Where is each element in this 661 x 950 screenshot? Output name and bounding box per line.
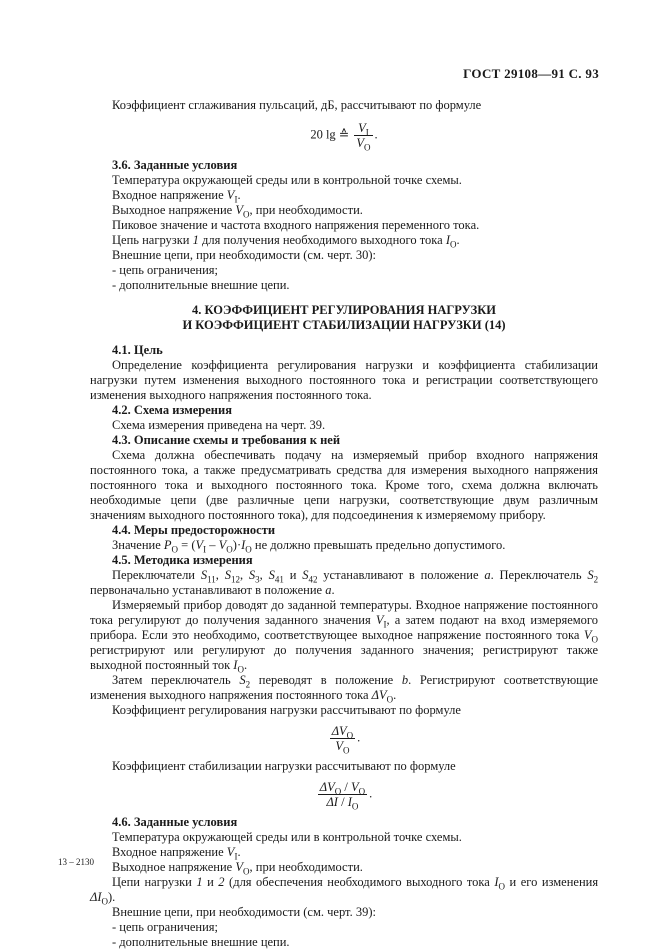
formula-regulation: $\frac{\Delta V_O}{V_O}$ . [331, 724, 361, 756]
s46-line2: Входное напряжение $V_I$. [112, 845, 241, 862]
s41-text: Определение коэффициента регулирования нагрузки и коэффициента стабилизации нагрузки путем изменения выходного постоянного тока и регистрации соответствующего изменения выходного напряжения постоянного тока. [90, 358, 598, 402]
s45-para3: Затем переключатель $S_2$ переводят в положение b. Регистрируют соответствующие изменения выходного напряжения постоянного тока $\Delta V_O$. [90, 673, 599, 705]
s36-line6: Внешние цепи, при необходимости (см. черт. 30): [112, 248, 376, 262]
section-4-6-title: 4.6. Заданные условия [112, 815, 238, 829]
s43-text: Схема должна обеспечивать подачу на измеряемый прибор входного напряжения постоянного тока, а также предусматривать средства для измерения выходного напряжения постоянного тока и выходного постоянного тока. Кроме того, схема должна включать необходимые цепи (две различные цепи нагрузки, соответствующие двум различным значениям выходного постоянного тока), для подсоединения к измеряемому прибору. [90, 448, 598, 522]
s46-line4: Цепи нагрузки 1 и 2 (для обеспечения необходимого выходного тока $I_O$ и его изменения $\Delta I_O$). [90, 875, 599, 907]
formula-ripple: 20 lg ≙ $\frac{V_I}{V_O}$ . [310, 121, 378, 153]
ripple-intro: Коэффициент сглаживания пульсаций, дБ, рассчитывают по формуле [112, 98, 482, 112]
s44-text: Значение $P_O = (V_I - V_O)\cdot I_O$ не должно превышать предельно допустимого. [112, 538, 506, 555]
s45-para4: Коэффициент регулирования нагрузки рассчитывают по формуле [112, 703, 461, 717]
section-4-4-title: 4.4. Меры предосторожности [112, 523, 276, 537]
section-4-5-title: 4.5. Методика измерения [112, 553, 253, 567]
s36-line5: Цепь нагрузки 1 для получения необходимого выходного тока $I_O$. [112, 233, 460, 250]
s36-line8: - дополнительные внешние цепи. [112, 278, 290, 292]
s45-para1: Переключатели $S_{11}$, $S_{12}$, $S_3$, $S_{41}$ и $S_{42}$ устанавливают в положение a. Переключатель $S_2$ первоначально устанавливают в положение a. [90, 568, 599, 597]
s36-line4: Пиковое значение и частота входного напряжения переменного тока. [112, 218, 480, 232]
s42-text: Схема измерения приведена на черт. 39. [112, 418, 326, 432]
s46-line1: Температура окружающей среды или в контрольной точке схемы. [112, 830, 462, 844]
s46-line3: Выходное напряжение $V_O$, при необходимости. [112, 860, 363, 877]
page-footer-code: 13 – 2130 [58, 857, 94, 867]
s46-line7: - дополнительные внешние цепи. [112, 935, 290, 949]
s46-line5: Внешние цепи, при необходимости (см. черт. 39): [112, 905, 376, 919]
s45-para2: Измеряемый прибор доводят до заданной температуры. Входное напряжение постоянного тока регулируют до получения заданного значения $V_I$, а затем подают на вход измеряемого прибора. Если это необходимо, соответствующее выходное напряжение постоянного тока $V_O$ регистрируют или регулируют до получения заданного значения; регистрируют также выходной постоянный ток $I_O$. [90, 598, 599, 675]
page-header: ГОСТ 29108—91 С. 93 [463, 66, 599, 81]
s36-line7: - цепь ограничения; [112, 263, 219, 277]
section-4-1-title: 4.1. Цель [112, 343, 163, 357]
section-4-2-title: 4.2. Схема измерения [112, 403, 232, 417]
s36-line1: Температура окружающей среды или в контрольной точке схемы. [112, 173, 462, 187]
section-4-3-title: 4.3. Описание схемы и требования к ней [112, 433, 341, 447]
section-3-6-title: 3.6. Заданные условия [112, 158, 238, 172]
formula-stabilization: $\frac{\Delta V_O / V_O}{\Delta I / I_O}$ . [319, 780, 373, 812]
s36-line3: Выходное напряжение $V_O$, при необходимости. [112, 203, 363, 220]
s36-line2: Входное напряжение $V_I$. [112, 188, 241, 205]
s45-para5: Коэффициент стабилизации нагрузки рассчитывают по формуле [112, 759, 456, 773]
section-4-title: 4. КОЭФФИЦИЕНТ РЕГУЛИРОВАНИЯ НАГРУЗКИ И КОЭФФИЦИЕНТ СТАБИЛИЗАЦИИ НАГРУЗКИ (14) [182, 303, 506, 332]
page-content [90, 98, 598, 950]
s46-line6: - цепь ограничения; [112, 920, 219, 934]
